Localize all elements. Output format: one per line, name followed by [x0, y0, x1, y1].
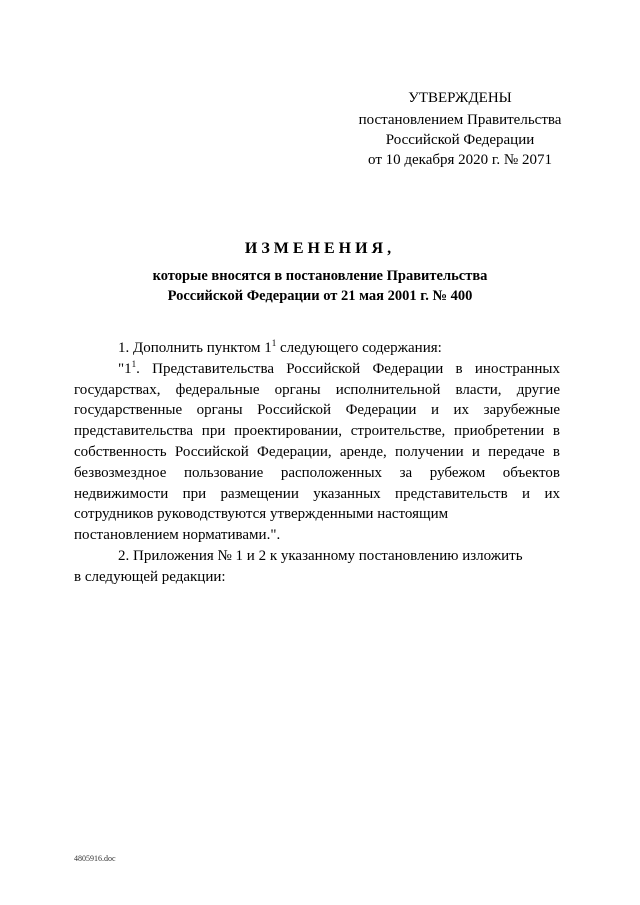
- approval-heading: УТВЕРЖДЕНЫ: [408, 90, 512, 106]
- item-1-quote-text: . Представительства Российской Федерации в иностранных государствах, федеральные органы исполнительной власти, другие государственные органы Российской Федерации и их зарубежные представительства при проектировании, строительстве, приобретении в собственность Российской Федерации, аренде, получении и передаче в безвозмездное пользование расположенных за рубежом объектов недвижимости при размещении указанных представительств и их сотрудников руководствуются утвержденными настоящим: [74, 360, 560, 523]
- file-name-footer: 4805916.doc: [74, 854, 116, 863]
- item-1-quote: [74, 359, 560, 525]
- item-2-text: 2. Приложения № 1 и 2 к указанному постановлению изложить: [118, 547, 523, 564]
- approval-line-2: Российской Федерации: [385, 132, 535, 148]
- item-1-intro-superscript: 1: [271, 338, 277, 348]
- item-1-quote-superscript: 1: [131, 358, 137, 369]
- document-title: ИЗМЕНЕНИЯ,: [244, 240, 396, 257]
- item-1-quote-open: "1: [118, 360, 132, 377]
- approval-line-1: постановлением Правительства: [358, 112, 562, 128]
- document-subtitle-line-2: Российской Федерации от 21 мая 2001 г. № 400: [167, 288, 473, 304]
- item-2-last-line: в следующей редакции:: [74, 568, 226, 585]
- approval-block: [330, 88, 590, 170]
- item-1-intro-text: 1. Дополнить пунктом 1: [118, 340, 272, 356]
- document-body: [74, 338, 560, 588]
- item-1-intro-tail: следующего содержания:: [276, 340, 442, 356]
- approval-line-3: от 10 декабря 2020 г. № 2071: [368, 152, 552, 168]
- item-1-quote-last-line: постановлением нормативами.".: [74, 527, 281, 544]
- title-block: [60, 240, 580, 306]
- item-1-intro: [74, 338, 560, 359]
- document-subtitle-line-1: которые вносятся в постановление Правительства: [152, 268, 488, 284]
